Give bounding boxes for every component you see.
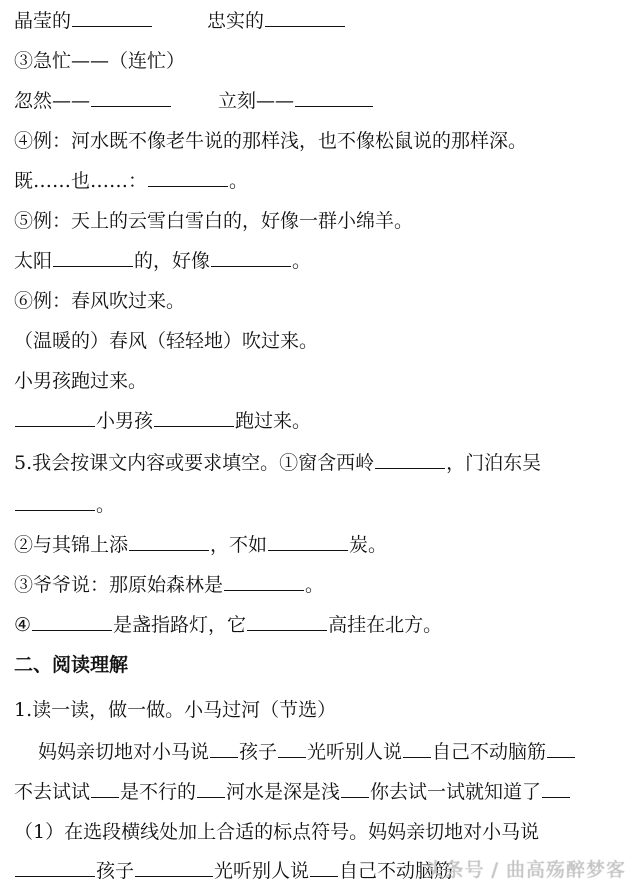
line-2: ③急忙——（连忙） (14, 50, 186, 72)
line-13: 。 (14, 492, 630, 518)
blank[interactable] (224, 589, 304, 591)
blank[interactable] (15, 425, 95, 427)
blank[interactable] (15, 509, 95, 511)
line-15: ③爷爷说：那原始森林是 。 (14, 574, 325, 596)
line-3: 忽然—— 立刻—— (14, 88, 630, 114)
blank[interactable] (15, 875, 95, 877)
line-9: （温暖的）春风（轻轻地）吹过来。 (14, 330, 319, 352)
blank[interactable] (197, 796, 225, 798)
line-5: 既……也……： 。 (14, 170, 249, 192)
blank[interactable] (310, 875, 338, 877)
blank[interactable] (32, 629, 112, 631)
blank[interactable] (268, 549, 348, 551)
blank[interactable] (278, 756, 306, 758)
blank[interactable] (129, 549, 209, 551)
blank[interactable] (265, 25, 345, 27)
line-8: ⑥例：春风吹过来。 (14, 290, 186, 312)
blank[interactable] (341, 796, 369, 798)
line-20: 不去试试 是不行的 河水是深是浅 你去试一试就知道了 (14, 779, 630, 805)
line-14: ②与其锦上添 ，不如 炭。 (14, 534, 388, 556)
blank[interactable] (211, 265, 291, 267)
line-4: ④例：河水既不像老牛说的那样浅，也不像松鼠说的那样深。 (14, 130, 528, 152)
blank[interactable] (403, 756, 431, 758)
line-11: 小男孩 跑过来。 (14, 408, 630, 434)
blank[interactable] (91, 796, 119, 798)
blank[interactable] (375, 467, 445, 469)
line-10: 小男孩跑过来。 (14, 370, 148, 392)
line-16: ④ 是盏指路灯，它 高挂在北方。 (14, 614, 443, 636)
blank[interactable] (148, 185, 228, 187)
blank[interactable] (547, 756, 575, 758)
line-6: ⑤例：天上的云雪白雪白的，好像一群小绵羊。 (14, 210, 414, 232)
blank[interactable] (247, 629, 327, 631)
line-1: 晶莹的 忠实的 (14, 8, 630, 34)
line-22: 孩子 光听别人说 自己不动脑筋 (14, 858, 630, 884)
blank[interactable] (72, 25, 152, 27)
line-18: 1.读一读，做一做。小马过河（节选） (14, 699, 337, 721)
blank[interactable] (91, 105, 171, 107)
blank[interactable] (53, 265, 133, 267)
blank[interactable] (542, 796, 570, 798)
line-19: 妈妈亲切地对小马说 孩子 光听别人说 自己不动脑筋 (38, 739, 630, 765)
line-21: （1）在选段横线处加上合适的标点符号。妈妈亲切地对小马说 (14, 821, 540, 843)
line-12: 5.我会按课文内容或要求填空。①窗含西岭 ，门泊东吴 (14, 452, 542, 474)
blank[interactable] (135, 875, 213, 877)
watermark: 头条号 / 曲高殇醉梦客 (424, 859, 626, 881)
section-heading: 二、阅读理解 (14, 654, 129, 676)
line-7: 太阳 的，好像 。 (14, 250, 312, 272)
blank[interactable] (210, 756, 238, 758)
blank[interactable] (154, 425, 234, 427)
blank[interactable] (295, 105, 373, 107)
